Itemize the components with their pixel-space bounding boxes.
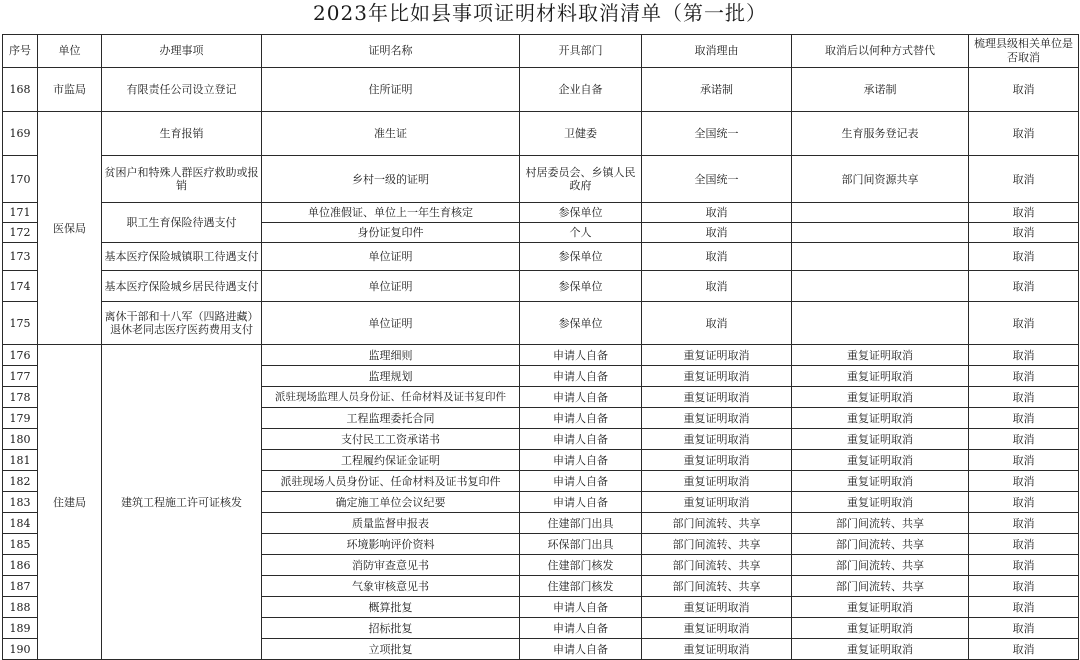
cell-status: 取消 [969,450,1079,471]
cell-seq: 180 [3,429,38,450]
cell-seq: 189 [3,618,38,639]
cell-seq: 181 [3,450,38,471]
cell-status: 取消 [969,576,1079,597]
cell-status: 取消 [969,429,1079,450]
cell-replacement: 生育服务登记表 [792,112,969,156]
cell-replacement [792,302,969,345]
cell-issuer: 申请人自备 [520,639,642,660]
header-row [3,35,1079,68]
cell-issuer: 参保单位 [520,243,642,271]
cell-reason: 取消 [642,271,792,302]
cell-cert-name: 派驻现场监理人员身份证、任命材料及证书复印件 [262,387,520,408]
header-cell: 取消理由 [642,35,792,68]
cell-issuer: 申请人自备 [520,450,642,471]
cell-cert-name: 单位准假证、单位上一年生育核定 [262,203,520,223]
cell-unit: 医保局 [38,112,102,345]
cell-replacement: 重复证明取消 [792,618,969,639]
cell-seq: 169 [3,112,38,156]
cell-unit: 住建局 [38,345,102,660]
cell-seq: 186 [3,555,38,576]
cell-status: 取消 [969,243,1079,271]
cell-replacement: 部门间流转、共享 [792,555,969,576]
cell-reason: 全国统一 [642,112,792,156]
header-cell: 办理事项 [102,35,262,68]
cell-reason: 部门间流转、共享 [642,576,792,597]
cell-cert-name: 监理规划 [262,366,520,387]
document-title: 2023年比如县事项证明材料取消清单（第一批） [313,1,767,25]
cell-status: 取消 [969,366,1079,387]
cell-unit: 市监局 [38,68,102,112]
cell-seq: 177 [3,366,38,387]
cell-status: 取消 [969,408,1079,429]
cell-issuer: 企业自备 [520,68,642,112]
cell-replacement: 重复证明取消 [792,345,969,366]
table-row [3,271,1079,302]
cell-reason: 重复证明取消 [642,597,792,618]
cell-status: 取消 [969,271,1079,302]
cell-replacement: 承诺制 [792,68,969,112]
cell-seq: 172 [3,223,38,243]
cell-reason: 部门间流转、共享 [642,513,792,534]
cell-cert-name: 概算批复 [262,597,520,618]
cell-status: 取消 [969,387,1079,408]
cell-matter: 基本医疗保险城镇职工待遇支付 [102,243,262,271]
cell-replacement: 重复证明取消 [792,387,969,408]
cell-seq: 174 [3,271,38,302]
cell-seq: 183 [3,492,38,513]
cell-issuer: 申请人自备 [520,387,642,408]
header-cell: 序号 [3,35,38,68]
cell-cert-name: 单位证明 [262,271,520,302]
cell-replacement: 部门间流转、共享 [792,534,969,555]
table-row [3,112,1079,156]
cell-issuer: 申请人自备 [520,429,642,450]
cell-cert-name: 派驻现场人员身份证、任命材料及证书复印件 [262,471,520,492]
cell-replacement [792,203,969,223]
cell-cert-name: 住所证明 [262,68,520,112]
cell-replacement: 重复证明取消 [792,597,969,618]
cell-status: 取消 [969,492,1079,513]
cell-replacement: 重复证明取消 [792,639,969,660]
cell-issuer: 参保单位 [520,302,642,345]
cell-issuer: 住建部门核发 [520,576,642,597]
cell-cert-name: 乡村一级的证明 [262,156,520,203]
cell-reason: 重复证明取消 [642,639,792,660]
cell-reason: 部门间流转、共享 [642,555,792,576]
cell-seq: 176 [3,345,38,366]
cell-seq: 187 [3,576,38,597]
cell-issuer: 个人 [520,223,642,243]
cell-cert-name: 消防审查意见书 [262,555,520,576]
cell-issuer: 申请人自备 [520,408,642,429]
cell-issuer: 参保单位 [520,203,642,223]
cell-reason: 承诺制 [642,68,792,112]
cell-replacement: 重复证明取消 [792,492,969,513]
cell-replacement: 重复证明取消 [792,366,969,387]
cell-status: 取消 [969,68,1079,112]
cell-issuer: 申请人自备 [520,471,642,492]
cell-issuer: 申请人自备 [520,366,642,387]
cell-replacement: 重复证明取消 [792,429,969,450]
cell-replacement [792,243,969,271]
cell-replacement: 重复证明取消 [792,471,969,492]
cell-replacement [792,223,969,243]
header-cell: 单位 [38,35,102,68]
cell-replacement [792,271,969,302]
cell-reason: 取消 [642,302,792,345]
cell-status: 取消 [969,223,1079,243]
cell-cert-name: 准生证 [262,112,520,156]
cell-seq: 179 [3,408,38,429]
cell-reason: 取消 [642,203,792,223]
cell-reason: 重复证明取消 [642,387,792,408]
cell-cert-name: 支付民工工资承诺书 [262,429,520,450]
cell-seq: 173 [3,243,38,271]
cell-cert-name: 气象审核意见书 [262,576,520,597]
cell-reason: 重复证明取消 [642,471,792,492]
header-cell: 证明名称 [262,35,520,68]
cell-reason: 取消 [642,243,792,271]
table-row [3,68,1079,112]
cell-replacement: 部门间流转、共享 [792,576,969,597]
cell-matter: 基本医疗保险城乡居民待遇支付 [102,271,262,302]
cell-seq: 185 [3,534,38,555]
cell-cert-name: 身份证复印件 [262,223,520,243]
cell-status: 取消 [969,534,1079,555]
cell-cert-name: 工程监理委托合同 [262,408,520,429]
cell-cert-name: 单位证明 [262,302,520,345]
cell-status: 取消 [969,471,1079,492]
cell-issuer: 环保部门出具 [520,534,642,555]
cell-reason: 部门间流转、共享 [642,534,792,555]
table-row [3,203,1079,223]
cell-issuer: 申请人自备 [520,618,642,639]
cell-matter: 有限责任公司设立登记 [102,68,262,112]
cell-seq: 178 [3,387,38,408]
cell-reason: 重复证明取消 [642,345,792,366]
cell-status: 取消 [969,302,1079,345]
cell-reason: 重复证明取消 [642,492,792,513]
cell-status: 取消 [969,203,1079,223]
cell-reason: 重复证明取消 [642,366,792,387]
cell-cert-name: 招标批复 [262,618,520,639]
table-row [3,302,1079,345]
cell-status: 取消 [969,513,1079,534]
cell-replacement: 重复证明取消 [792,408,969,429]
cell-status: 取消 [969,156,1079,203]
cell-cert-name: 立项批复 [262,639,520,660]
cell-seq: 188 [3,597,38,618]
cell-cert-name: 环境影响评价资料 [262,534,520,555]
cell-cert-name: 工程履约保证金证明 [262,450,520,471]
cell-status: 取消 [969,345,1079,366]
cell-cert-name: 单位证明 [262,243,520,271]
cell-issuer: 申请人自备 [520,345,642,366]
cell-matter: 建筑工程施工许可证核发 [102,345,262,660]
cell-seq: 190 [3,639,38,660]
cell-reason: 重复证明取消 [642,429,792,450]
cell-seq: 184 [3,513,38,534]
cell-status: 取消 [969,555,1079,576]
cell-issuer: 住建部门出具 [520,513,642,534]
cell-matter: 贫困户和特殊人群医疗救助或报销 [102,156,262,203]
cell-seq: 182 [3,471,38,492]
cell-replacement: 部门间流转、共享 [792,513,969,534]
cell-cert-name: 质量监督申报表 [262,513,520,534]
cell-seq: 170 [3,156,38,203]
cell-issuer: 申请人自备 [520,492,642,513]
cell-seq: 171 [3,203,38,223]
cell-reason: 重复证明取消 [642,408,792,429]
cell-matter: 生育报销 [102,112,262,156]
cell-issuer: 卫健委 [520,112,642,156]
cell-status: 取消 [969,597,1079,618]
table-row [3,156,1079,203]
table-row [3,243,1079,271]
table-row [3,345,1079,366]
cell-reason: 全国统一 [642,156,792,203]
cell-issuer: 住建部门核发 [520,555,642,576]
cell-status: 取消 [969,639,1079,660]
certificate-cancellation-table [2,34,1079,660]
cell-reason: 重复证明取消 [642,618,792,639]
cell-issuer: 申请人自备 [520,597,642,618]
cell-status: 取消 [969,112,1079,156]
cell-replacement: 重复证明取消 [792,450,969,471]
cell-cert-name: 监理细则 [262,345,520,366]
cell-cert-name: 确定施工单位会议纪要 [262,492,520,513]
header-cell: 梳理县级相关单位是否取消 [969,35,1079,68]
cell-issuer: 参保单位 [520,271,642,302]
header-cell: 开具部门 [520,35,642,68]
cell-reason: 重复证明取消 [642,450,792,471]
cell-matter: 职工生育保险待遇支付 [102,203,262,243]
cell-issuer: 村居委员会、乡镇人民政府 [520,156,642,203]
cell-reason: 取消 [642,223,792,243]
cell-replacement: 部门间资源共享 [792,156,969,203]
cell-seq: 175 [3,302,38,345]
cell-matter: 离休干部和十八军（四路进藏）退休老同志医疗医药费用支付 [102,302,262,345]
cell-status: 取消 [969,618,1079,639]
cell-seq: 168 [3,68,38,112]
header-cell: 取消后以何种方式替代 [792,35,969,68]
